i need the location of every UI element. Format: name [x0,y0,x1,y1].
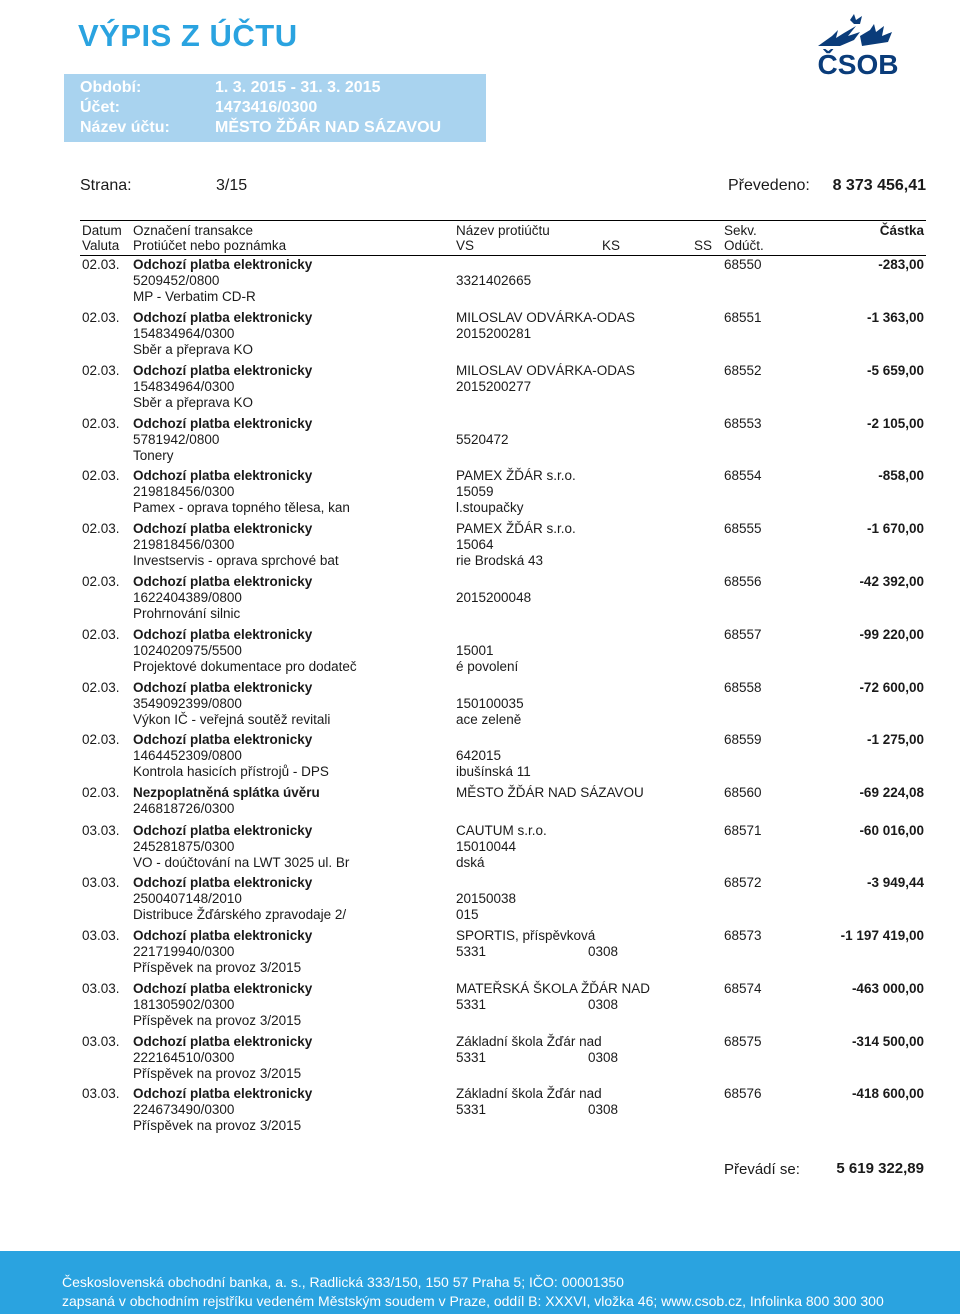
row-type: Nezpoplatněná splátka úvěru [133,785,320,800]
row-amount: -463 000,00 [851,981,924,996]
row-date: 03.03. [82,875,120,890]
row-date: 02.03. [82,680,120,695]
row-date: 02.03. [82,785,120,800]
row-note: MP - Verbatim CD-R [133,288,256,304]
row-type: Odchozí platba elektronicky [133,823,313,838]
row-vs: 5331 [456,943,487,959]
period-value: 1. 3. 2015 - 31. 3. 2015 [215,79,381,96]
header-vs: VS [456,238,475,253]
footer-line-1: Československá obchodní banka, a. s., Radlická 333/150, 150 57 Praha 5; IČO: 00001350 [62,1274,624,1290]
row-counterparty: Základní škola Žďár nad [456,1034,602,1049]
row-extra: é povolení [456,658,519,674]
row-date: 03.03. [82,1034,120,1049]
row-date: 02.03. [82,627,120,642]
row-vs: 5331 [456,1049,487,1065]
table-header [80,220,926,256]
row-sequence: 68575 [724,1034,762,1049]
row-counterparty: PAMEX ŽĎÁR s.r.o. [456,468,576,483]
row-date: 02.03. [82,363,120,378]
row-type: Odchozí platba elektronicky [133,680,313,695]
row-vs: 5520472 [456,431,509,447]
row-sequence: 68551 [724,310,762,325]
header-sekv: Sekv. [724,223,757,238]
row-vs: 642015 [456,747,502,763]
row-note: Příspěvek na provoz 3/2015 [133,959,302,975]
row-note: Příspěvek na provoz 3/2015 [133,1065,302,1081]
row-type: Odchozí platba elektronicky [133,574,313,589]
row-date: 02.03. [82,310,120,325]
row-sequence: 68552 [724,363,762,378]
row-date: 03.03. [82,981,120,996]
row-counterparty: Základní škola Žďár nad [456,1086,602,1101]
row-note: Investservis - oprava sprchové bat [133,552,339,568]
row-account: 181305902/0300 [133,996,235,1012]
row-sequence: 68556 [724,574,762,589]
row-account: 5209452/0800 [133,272,220,288]
row-account: 2500407148/2010 [133,890,242,906]
account-value: 1473416/0300 [215,99,318,116]
header-protiucet: Protiúčet nebo poznámka [133,238,287,253]
row-date: 03.03. [82,823,120,838]
row-date: 02.03. [82,416,120,431]
row-counterparty: CAUTUM s.r.o. [456,823,547,838]
row-note: Projektové dokumentace pro dodateč [133,658,357,674]
row-type: Odchozí platba elektronicky [133,732,313,747]
row-account: 224673490/0300 [133,1101,235,1117]
row-counterparty: MILOSLAV ODVÁRKA-ODAS [456,363,636,378]
row-sequence: 68573 [724,928,762,943]
row-vs: 3321402665 [456,272,532,288]
row-sequence: 68554 [724,468,762,483]
row-amount: -69 224,08 [859,785,924,800]
row-date: 02.03. [82,468,120,483]
row-counterparty: SPORTIS, příspěvková [456,928,596,943]
row-sequence: 68553 [724,416,762,431]
row-sequence: 68559 [724,732,762,747]
row-sequence: 68550 [724,257,762,272]
row-account: 1464452309/0800 [133,747,242,763]
row-sequence: 68560 [724,785,762,800]
row-vs: 15010044 [456,838,517,854]
row-account: 245281875/0300 [133,838,235,854]
row-type: Odchozí platba elektronicky [133,310,313,325]
account-label: Účet: [80,99,121,116]
row-type: Odchozí platba elektronicky [133,416,313,431]
row-date: 02.03. [82,732,120,747]
row-note: Výkon IČ - veřejná soutěž revitali [133,711,331,727]
account-info-panel [64,74,486,142]
row-amount: -1 197 419,00 [840,928,924,943]
row-vs: 5331 [456,1101,487,1117]
footer-line-2: zapsaná v obchodním rejstříku vedeném Městským soudem v Praze, oddíl B: XXXVI, vložka 46; www.csob.cz, Infolinka 800 300 300 [62,1293,884,1309]
row-extra: ibušínská 11 [456,763,531,779]
row-counterparty: MATEŘSKÁ ŠKOLA ŽĎÁR NAD [456,981,651,996]
row-vs: 2015200277 [456,378,532,394]
row-note: Příspěvek na provoz 3/2015 [133,1012,302,1028]
row-counterparty: MILOSLAV ODVÁRKA-ODAS [456,310,636,325]
row-amount: -42 392,00 [859,574,924,589]
row-amount: -72 600,00 [859,680,924,695]
row-date: 02.03. [82,257,120,272]
row-amount: -60 016,00 [859,823,924,838]
row-amount: -99 220,00 [859,627,924,642]
row-account: 1024020975/5500 [133,642,242,658]
total-label: Převádí se: [724,1161,800,1178]
header-nazev: Název protiúčtu [456,223,550,238]
row-extra: ace zeleně [456,711,522,727]
row-account: 246818726/0300 [133,800,235,816]
page-title: VÝPIS Z ÚČTU [78,18,298,53]
row-type: Odchozí platba elektronicky [133,928,313,943]
row-date: 03.03. [82,1086,120,1101]
row-amount: -314 500,00 [851,1034,924,1049]
row-ss: 0308 [588,1101,619,1117]
row-account: 5781942/0800 [133,431,220,447]
row-amount: -418 600,00 [851,1086,924,1101]
account-name-value: MĚSTO ŽĎÁR NAD SÁZAVOU [215,119,442,136]
row-extra: 015 [456,906,479,922]
row-vs: 2015200048 [456,589,532,605]
row-sequence: 68555 [724,521,762,536]
header-ss: SS [694,238,713,253]
row-sequence: 68557 [724,627,762,642]
header-datum: Datum [82,223,122,238]
row-ss: 0308 [588,1049,619,1065]
row-date: 02.03. [82,521,120,536]
row-extra: l.stoupačky [456,499,524,515]
row-type: Odchozí platba elektronicky [133,521,313,536]
header-ks: KS [602,238,621,253]
row-note: Distribuce Žďárského zpravodaje 2/ [133,906,347,922]
row-vs: 15064 [456,536,494,552]
row-sequence: 68558 [724,680,762,695]
footer [0,1251,960,1314]
row-account: 222164510/0300 [133,1049,235,1065]
row-extra: dská [456,854,485,870]
row-ss: 0308 [588,943,619,959]
row-amount: -2 105,00 [866,416,924,431]
row-type: Odchozí platba elektronicky [133,363,313,378]
row-amount: -858,00 [878,468,924,483]
row-account: 219818456/0300 [133,483,235,499]
row-counterparty: MĚSTO ŽĎÁR NAD SÁZAVOU [456,785,644,800]
row-account: 1622404389/0800 [133,589,242,605]
brand-name: ČSOB [817,49,899,78]
row-note: Příspěvek na provoz 3/2015 [133,1117,302,1133]
header-valuta: Valuta [82,238,120,253]
total-value: 5 619 322,89 [836,1160,924,1177]
row-type: Odchozí platba elektronicky [133,875,313,890]
row-extra: rie Brodská 43 [456,552,544,568]
row-date: 02.03. [82,574,120,589]
row-sequence: 68576 [724,1086,762,1101]
row-vs: 15001 [456,642,494,658]
row-note: Pamex - oprava topného tělesa, kan [133,499,350,515]
account-name-label: Název účtu: [80,119,170,136]
row-vs: 20150038 [456,890,517,906]
row-amount: -1 275,00 [866,732,924,747]
row-sequence: 68572 [724,875,762,890]
row-type: Odchozí platba elektronicky [133,627,313,642]
row-account: 221719940/0300 [133,943,235,959]
period-label: Období: [80,79,142,96]
row-type: Odchozí platba elektronicky [133,468,313,483]
row-account: 154834964/0300 [133,378,235,394]
csob-logo [810,12,906,78]
row-note: Tonery [133,447,174,463]
carried-over-label: Převedeno: [728,177,810,194]
row-vs: 150100035 [456,695,524,711]
page-label: Strana: [80,177,132,194]
row-note: Sběr a přeprava KO [133,341,254,357]
row-amount: -3 949,44 [866,875,924,890]
row-sequence: 68574 [724,981,762,996]
row-type: Odchozí platba elektronicky [133,981,313,996]
page-number: 3/15 [216,177,248,194]
row-type: Odchozí platba elektronicky [133,1086,313,1101]
row-note: Sběr a přeprava KO [133,394,254,410]
row-counterparty: PAMEX ŽĎÁR s.r.o. [456,521,576,536]
header-oznaceni: Označení transakce [133,223,254,238]
header-castka: Částka [879,223,924,238]
row-account: 154834964/0300 [133,325,235,341]
row-type: Odchozí platba elektronicky [133,1034,313,1049]
row-note: Prohrnování silnic [133,605,241,621]
carried-over-value: 8 373 456,41 [832,177,926,194]
row-note: Kontrola hasicích přístrojů - DPS [133,763,329,779]
header-oducet: Odúčt. [724,238,764,253]
row-date: 03.03. [82,928,120,943]
row-account: 3549092399/0800 [133,695,242,711]
row-vs: 2015200281 [456,325,532,341]
row-amount: -5 659,00 [866,363,924,378]
row-ss: 0308 [588,996,619,1012]
row-type: Odchozí platba elektronicky [133,257,313,272]
row-amount: -1 363,00 [866,310,924,325]
row-vs: 15059 [456,483,494,499]
row-amount: -1 670,00 [866,521,924,536]
row-sequence: 68571 [724,823,762,838]
row-account: 219818456/0300 [133,536,235,552]
row-vs: 5331 [456,996,487,1012]
row-amount: -283,00 [878,257,924,272]
row-note: VO - doúčtování na LWT 3025 ul. Br [133,854,350,870]
